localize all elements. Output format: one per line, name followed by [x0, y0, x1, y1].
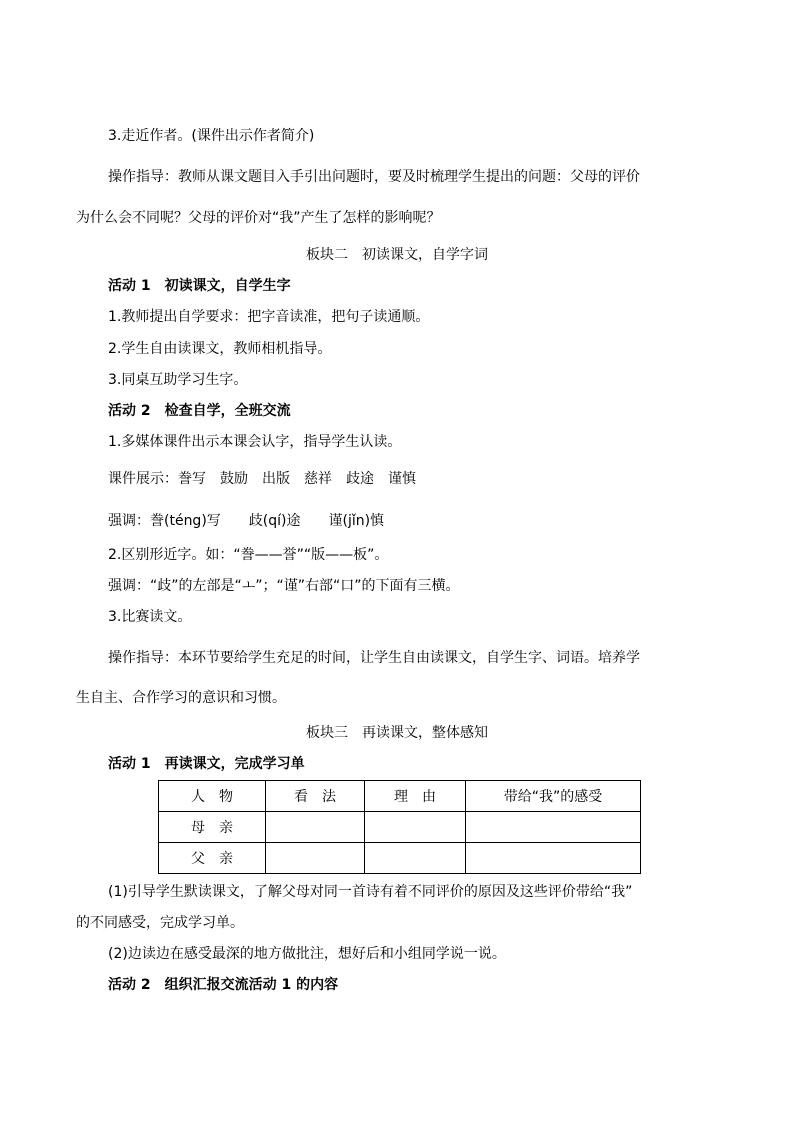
instruction-line-3: (2)边读边在感受最深的地方做批注，想好后和小组同学说一说。 [108, 946, 506, 962]
table-header-cell: 带给“我”的感受 [466, 781, 641, 812]
table-row [159, 812, 641, 843]
table-cell [266, 812, 365, 843]
study-sheet-table [158, 780, 641, 874]
emphasis-pinyin: 强调：誊(téng)写 歧(qí)途 谨(jǐn)慎 [108, 513, 385, 529]
instruction-line-1: (1)引导学生默读课文，了解父母对同一首诗有着不同评价的原因及这些评价带给“我” [108, 884, 633, 900]
table-row [159, 843, 641, 874]
section-heading-2: 板块二 初读课文，自学字词 [306, 247, 488, 263]
table-header-cell: 人 物 [159, 781, 266, 812]
similar-chars: 2.区别形近字。如：“誊——誉”“版——板”。 [108, 547, 389, 563]
guidance-line-2: 为什么会不同呢？父母的评价对“我”产生了怎样的影响呢？ [76, 210, 441, 226]
courseware-words: 课件展示：誊写 鼓励 出版 慈祥 歧途 谨慎 [108, 471, 416, 487]
table-cell [266, 843, 365, 874]
step-text: 3.同桌互助学习生字。 [108, 372, 248, 388]
table-cell [466, 843, 641, 874]
activity-heading-3: 活动 1 再读课文，完成学习单 [108, 756, 305, 772]
table-header-cell: 看 法 [266, 781, 365, 812]
step-3-text: 3.走近作者。(课件出示作者简介) [108, 128, 315, 144]
table-cell [365, 843, 466, 874]
step-text: 1.教师提出自学要求：把字音读准，把句子读通顺。 [108, 309, 430, 325]
table-cell [365, 812, 466, 843]
table-header-row [159, 781, 641, 812]
table-cell [466, 812, 641, 843]
step-text: 1.多媒体课件出示本课会认字，指导学生认读。 [108, 434, 402, 450]
instruction-line-2: 的不同感受，完成学习单。 [76, 915, 244, 931]
table-cell: 父 亲 [159, 843, 266, 874]
guidance-line-3: 操作指导：本环节要给学生充足的时间，让学生自由读课文，自学生字、词语。培养学 [108, 650, 640, 666]
activity-heading-2: 活动 2 检查自学，全班交流 [108, 403, 291, 419]
section-heading-3: 板块三 再读课文，整体感知 [306, 725, 488, 741]
activity-heading-1: 活动 1 初读课文，自学生字 [108, 278, 291, 294]
guidance-line-4: 生自主、合作学习的意识和习惯。 [76, 690, 286, 706]
emphasis-strokes: 强调：“歧”的左部是“ㅗ”；“谨”右部“口”的下面有三横。 [108, 578, 460, 594]
table-cell: 母 亲 [159, 812, 266, 843]
guidance-line-1: 操作指导：教师从课文题目入手引出问题时，要及时梳理学生提出的问题：父母的评价 [108, 169, 640, 185]
activity-heading-4: 活动 2 组织汇报交流活动 1 的内容 [108, 977, 339, 993]
step-text: 2.学生自由读课文，教师相机指导。 [108, 341, 332, 357]
table-header-cell: 理 由 [365, 781, 466, 812]
step-text: 3.比赛读文。 [108, 609, 192, 625]
